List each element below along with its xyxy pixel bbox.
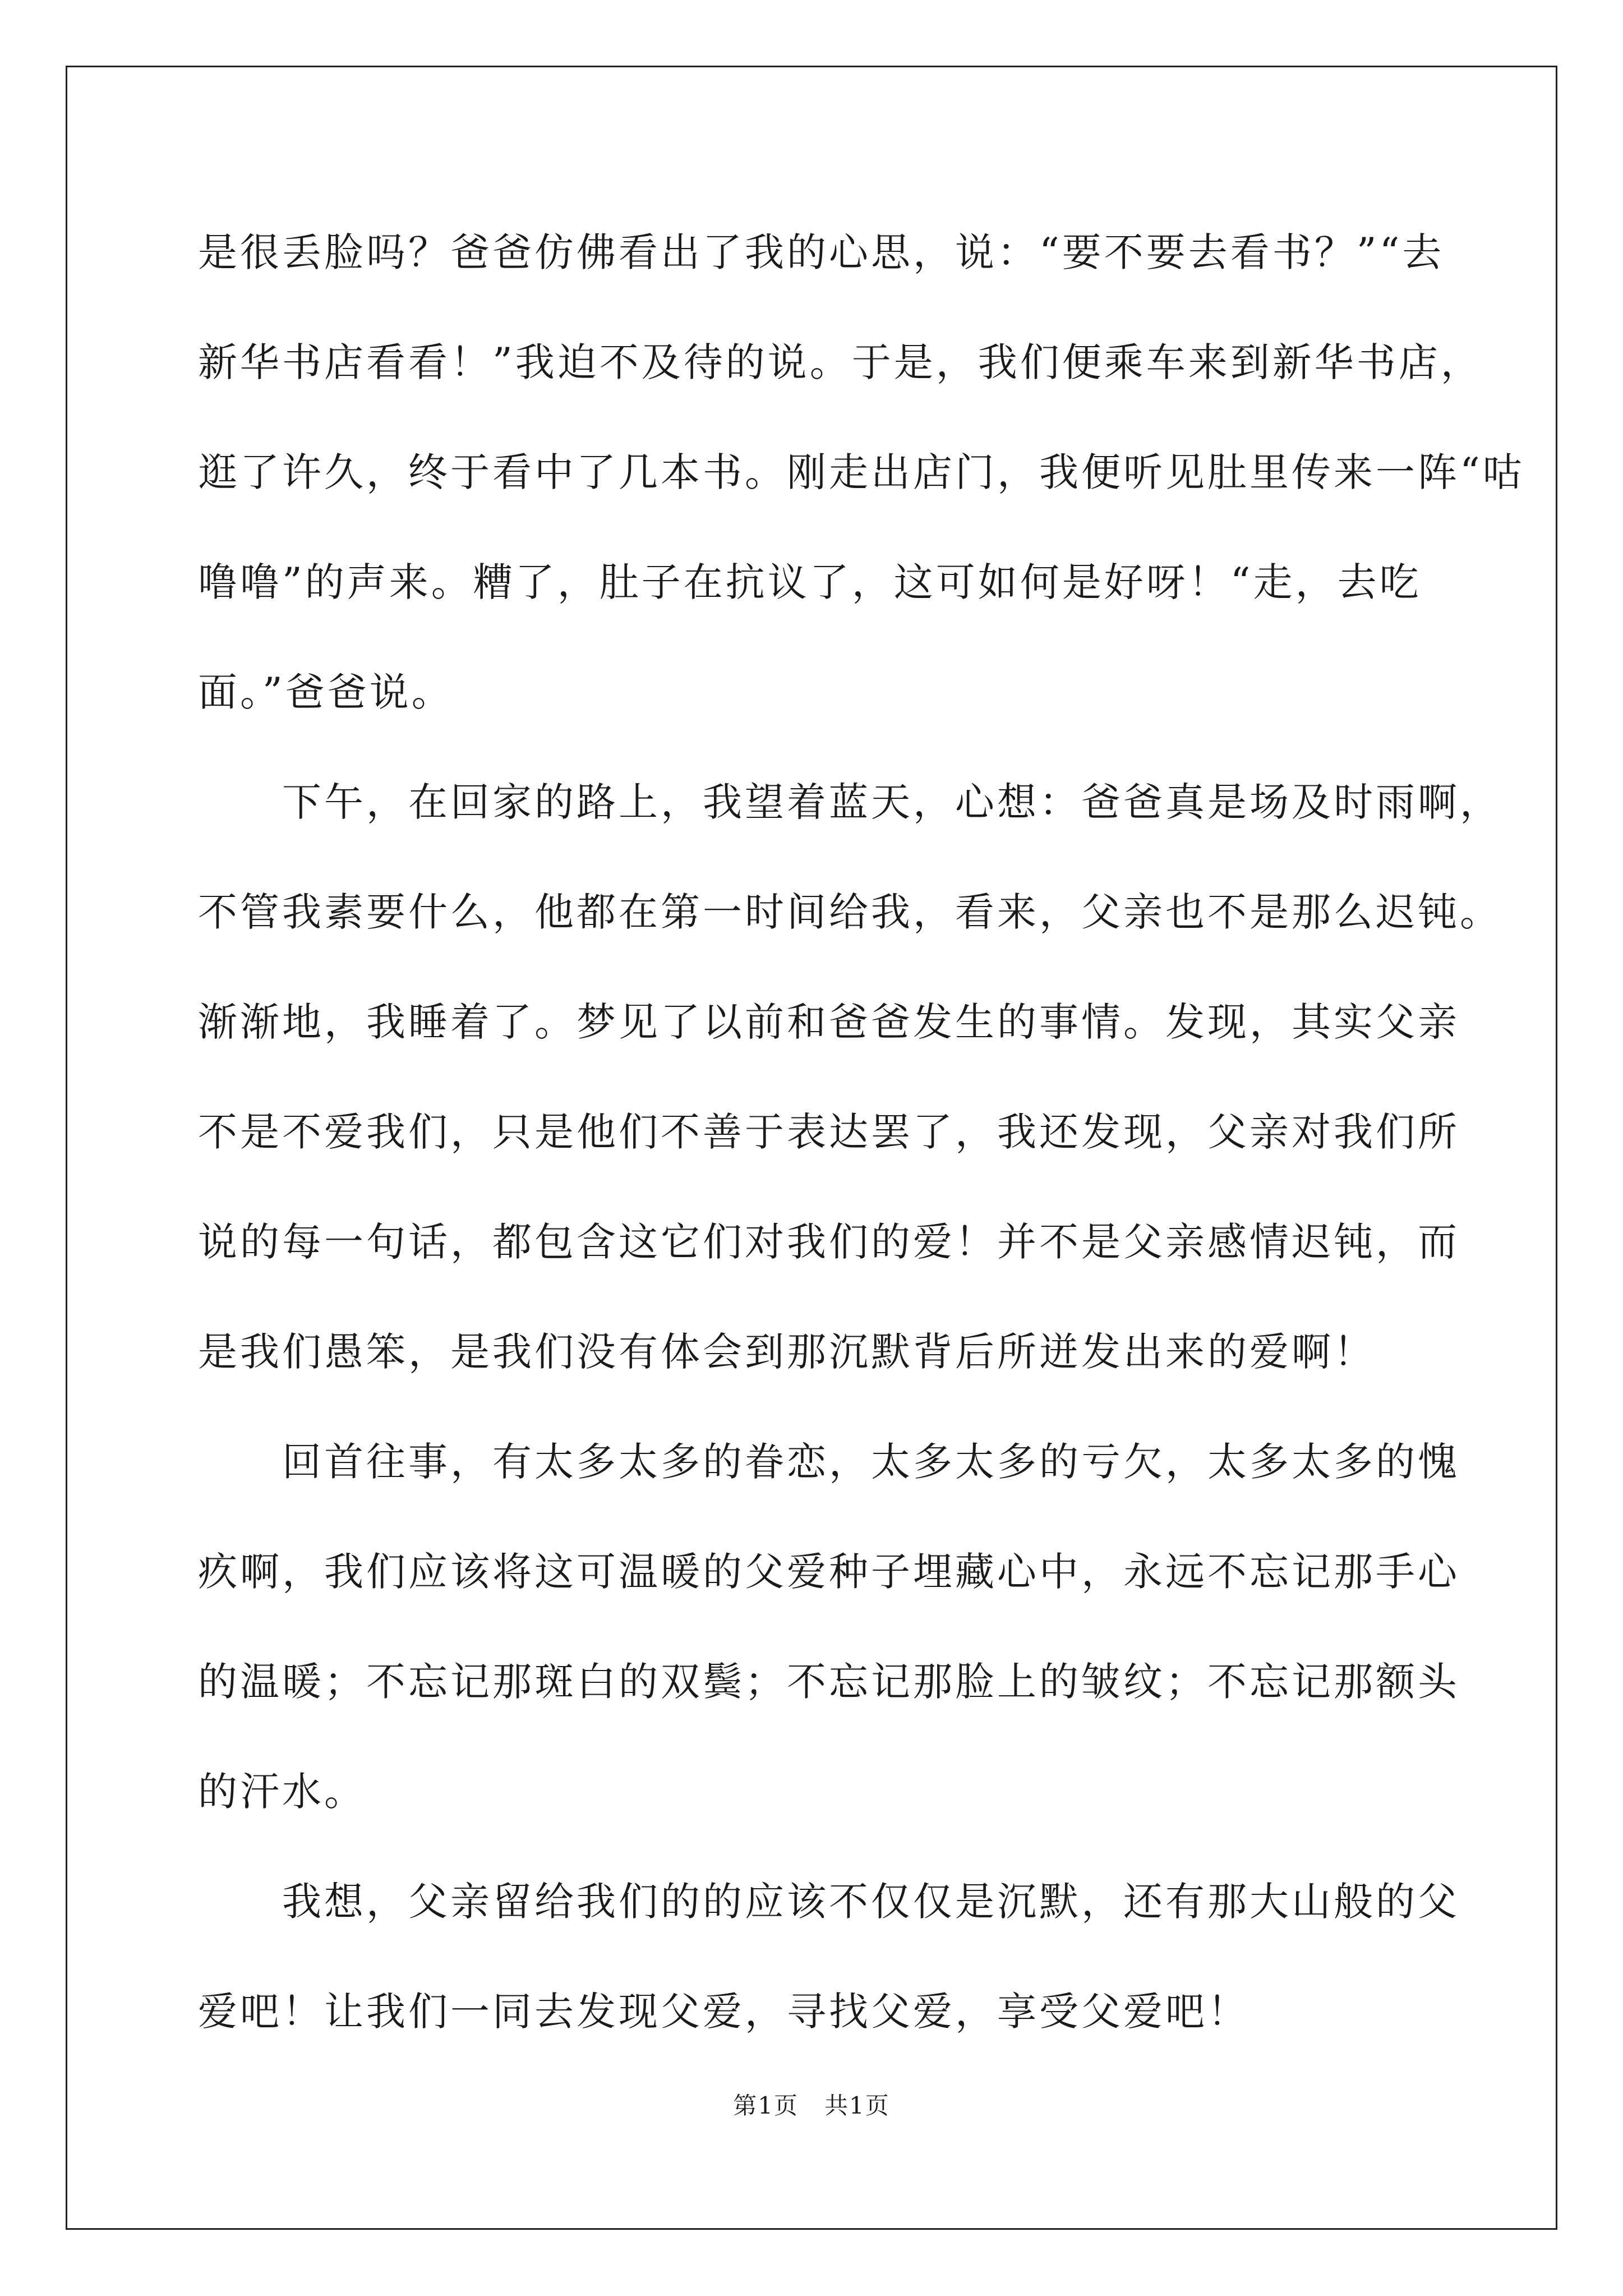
text-line: 是很丢脸吗？爸爸仿佛看出了我的心思，说：“要不要去看书？”“去: [198, 229, 1445, 275]
page-number: 第1页: [733, 2092, 799, 2119]
text-line: 的温暖；不忘记那斑白的双鬓；不忘记那脸上的皱纹；不忘记那额头: [198, 1659, 1460, 1705]
text-line: 的汗水。: [198, 1769, 366, 1815]
page-footer: [0, 2089, 1623, 2123]
text-line: 下午，在回家的路上，我望着蓝天，心想：爸爸真是场及时雨啊，: [282, 779, 1502, 825]
text-line: 疚啊，我们应该将这可温暖的父爱种子埋藏心中，永远不忘记那手心: [198, 1549, 1460, 1595]
text-line: 噜噜”的声来。糟了，肚子在抗议了，这可如何是好呀！“走，去吃: [198, 559, 1422, 605]
text-line: 逛了许久，终于看中了几本书。刚走出店门，我便听见肚里传来一阵“咕: [198, 449, 1525, 495]
page-total: 共1页: [824, 2092, 890, 2119]
text-line: 不是不爱我们，只是他们不善于表达罢了，我还发现，父亲对我们所: [198, 1109, 1460, 1155]
text-line: 回首往事，有太多太多的眷恋，太多太多的亏欠，太多太多的愧: [282, 1439, 1460, 1485]
text-line: 新华书店看看！”我迫不及待的说。于是，我们便乘车来到新华书店，: [198, 339, 1483, 385]
text-line: 是我们愚笨，是我们没有体会到那沉默背后所迸发出来的爱啊！: [198, 1329, 1376, 1375]
text-line: 面。”爸爸说。: [198, 669, 454, 715]
text-line: 说的每一句话，都包含这它们对我们的爱！并不是父亲感情迟钝，而: [198, 1219, 1460, 1265]
text-line: 我想，父亲留给我们的的应该不仅仅是沉默，还有那大山般的父: [282, 1879, 1460, 1925]
text-line: 不管我素要什么，他都在第一时间给我，看来，父亲也不是那么迟钝。: [198, 889, 1502, 935]
document-body: [198, 208, 1525, 2077]
text-line: 渐渐地，我睡着了。梦见了以前和爸爸发生的事情。发现，其实父亲: [198, 999, 1460, 1045]
text-line: 爱吧！让我们一同去发现父爱，寻找父爱，享受父爱吧！: [198, 1989, 1249, 2035]
